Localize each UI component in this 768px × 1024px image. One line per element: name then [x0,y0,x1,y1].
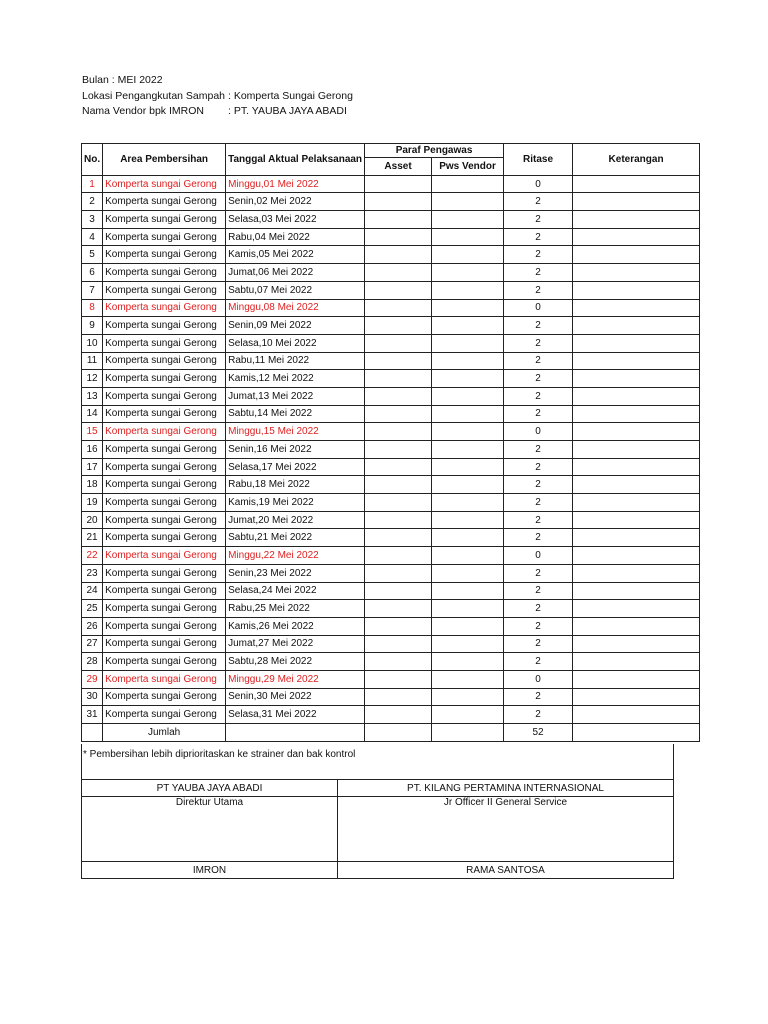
row-ritase: 2 [504,653,573,671]
row-asset-sign [365,511,432,529]
location-label: Lokasi Pengangkutan Sampah [82,89,226,102]
total-no-cell [82,724,103,742]
left-name: IMRON [82,862,338,879]
row-date: Sabtu,21 Mei 2022 [226,529,365,547]
total-date-cell [226,724,365,742]
row-ritase: 2 [504,582,573,600]
row-no: 26 [82,617,103,635]
table-row [82,706,700,724]
row-ritase: 0 [504,547,573,565]
row-keterangan [573,635,700,653]
row-pws-sign [432,511,504,529]
row-date: Selasa,03 Mei 2022 [226,211,365,229]
row-date: Jumat,20 Mei 2022 [226,511,365,529]
row-asset-sign [365,600,432,618]
row-area: Komperta sungai Gerong [103,617,226,635]
row-asset-sign [365,405,432,423]
note-box [81,744,674,779]
row-asset-sign [365,423,432,441]
col-header-date: Tanggal Aktual Pelaksanaan [226,144,365,176]
row-no: 10 [82,334,103,352]
row-asset-sign [365,175,432,193]
vendor-label: Nama Vendor bpk IMRON [82,105,204,117]
row-area: Komperta sungai Gerong [103,441,226,459]
row-pws-sign [432,635,504,653]
row-ritase: 2 [504,511,573,529]
table-row [82,441,700,459]
row-area: Komperta sungai Gerong [103,370,226,388]
row-area: Komperta sungai Gerong [103,299,226,317]
row-no: 8 [82,299,103,317]
row-ritase: 2 [504,476,573,494]
table-row [82,688,700,706]
location-value: : Komperta Sungai Gerong [228,89,353,102]
row-keterangan [573,423,700,441]
row-ritase: 2 [504,264,573,282]
row-area: Komperta sungai Gerong [103,317,226,335]
right-signature-area [338,797,674,862]
row-area: Komperta sungai Gerong [103,670,226,688]
total-row [82,724,700,742]
table-row [82,264,700,282]
row-no: 30 [82,688,103,706]
row-asset-sign [365,317,432,335]
row-pws-sign [432,334,504,352]
row-asset-sign [365,653,432,671]
row-pws-sign [432,529,504,547]
col-header-paraf: Paraf Pengawas [365,144,504,158]
row-no: 24 [82,582,103,600]
row-area: Komperta sungai Gerong [103,635,226,653]
row-pws-sign [432,193,504,211]
row-date: Selasa,17 Mei 2022 [226,458,365,476]
right-name: RAMA SANTOSA [338,862,674,879]
table-row [82,494,700,512]
row-date: Senin,30 Mei 2022 [226,688,365,706]
row-pws-sign [432,653,504,671]
left-signature-area [82,797,338,862]
row-ritase: 2 [504,706,573,724]
row-area: Komperta sungai Gerong [103,352,226,370]
table-row [82,211,700,229]
row-date: Rabu,11 Mei 2022 [226,352,365,370]
row-area: Komperta sungai Gerong [103,423,226,441]
total-pws-cell [432,724,504,742]
row-no: 7 [82,281,103,299]
row-keterangan [573,653,700,671]
row-keterangan [573,246,700,264]
row-pws-sign [432,387,504,405]
row-asset-sign [365,582,432,600]
row-pws-sign [432,476,504,494]
row-keterangan [573,494,700,512]
row-ritase: 2 [504,211,573,229]
row-pws-sign [432,688,504,706]
row-ritase: 2 [504,441,573,459]
total-keterangan-cell [573,724,700,742]
row-date: Selasa,24 Mei 2022 [226,582,365,600]
table-row [82,370,700,388]
row-ritase: 2 [504,246,573,264]
row-date: Minggu,29 Mei 2022 [226,670,365,688]
row-pws-sign [432,547,504,565]
row-date: Selasa,10 Mei 2022 [226,334,365,352]
row-date: Rabu,25 Mei 2022 [226,600,365,618]
document-header [82,73,353,120]
row-date: Kamis,12 Mei 2022 [226,370,365,388]
table-row [82,547,700,565]
row-pws-sign [432,600,504,618]
table-body [82,175,700,723]
row-area: Komperta sungai Gerong [103,564,226,582]
table-row [82,299,700,317]
signature-table [81,779,674,879]
row-asset-sign [365,281,432,299]
col-header-area: Area Pembersihan [103,144,226,176]
row-asset-sign [365,547,432,565]
row-date: Minggu,01 Mei 2022 [226,175,365,193]
row-no: 1 [82,175,103,193]
table-row [82,635,700,653]
row-keterangan [573,670,700,688]
month-label: Bulan : MEI 2022 [82,74,163,86]
right-org: PT. KILANG PERTAMINA INTERNASIONAL [338,780,674,797]
row-no: 27 [82,635,103,653]
row-asset-sign [365,529,432,547]
row-area: Komperta sungai Gerong [103,405,226,423]
cleaning-log-table [81,143,700,742]
row-keterangan [573,228,700,246]
row-pws-sign [432,706,504,724]
table-row [82,476,700,494]
row-keterangan [573,281,700,299]
row-area: Komperta sungai Gerong [103,228,226,246]
row-no: 21 [82,529,103,547]
row-date: Rabu,18 Mei 2022 [226,476,365,494]
row-asset-sign [365,228,432,246]
row-pws-sign [432,246,504,264]
row-keterangan [573,547,700,565]
table-row [82,352,700,370]
row-no: 22 [82,547,103,565]
row-area: Komperta sungai Gerong [103,529,226,547]
row-asset-sign [365,688,432,706]
col-header-no: No. [82,144,103,176]
row-ritase: 2 [504,617,573,635]
row-keterangan [573,175,700,193]
row-asset-sign [365,387,432,405]
table-row [82,529,700,547]
row-date: Jumat,13 Mei 2022 [226,387,365,405]
row-ritase: 2 [504,228,573,246]
row-no: 3 [82,211,103,229]
row-keterangan [573,387,700,405]
row-ritase: 2 [504,387,573,405]
row-pws-sign [432,211,504,229]
row-ritase: 2 [504,458,573,476]
row-no: 2 [82,193,103,211]
row-keterangan [573,317,700,335]
row-pws-sign [432,175,504,193]
row-no: 31 [82,706,103,724]
row-asset-sign [365,670,432,688]
table-row [82,511,700,529]
row-date: Jumat,06 Mei 2022 [226,264,365,282]
row-ritase: 2 [504,370,573,388]
row-asset-sign [365,476,432,494]
left-title: Direktur Utama [175,797,244,808]
row-ritase: 0 [504,423,573,441]
row-pws-sign [432,405,504,423]
row-asset-sign [365,494,432,512]
row-area: Komperta sungai Gerong [103,706,226,724]
row-ritase: 2 [504,317,573,335]
row-keterangan [573,352,700,370]
row-ritase: 0 [504,175,573,193]
row-ritase: 2 [504,635,573,653]
row-asset-sign [365,370,432,388]
row-pws-sign [432,423,504,441]
row-ritase: 2 [504,529,573,547]
row-asset-sign [365,706,432,724]
row-asset-sign [365,264,432,282]
table-row [82,317,700,335]
row-asset-sign [365,334,432,352]
col-header-pws-vendor: Pws Vendor [432,158,504,176]
row-date: Sabtu,28 Mei 2022 [226,653,365,671]
row-asset-sign [365,352,432,370]
row-ritase: 2 [504,352,573,370]
row-ritase: 2 [504,688,573,706]
row-asset-sign [365,441,432,459]
row-area: Komperta sungai Gerong [103,547,226,565]
table-row [82,387,700,405]
left-org: PT YAUBA JAYA ABADI [82,780,338,797]
row-pws-sign [432,564,504,582]
row-ritase: 2 [504,281,573,299]
row-no: 17 [82,458,103,476]
row-area: Komperta sungai Gerong [103,334,226,352]
row-no: 15 [82,423,103,441]
row-keterangan [573,688,700,706]
row-no: 14 [82,405,103,423]
row-no: 18 [82,476,103,494]
row-pws-sign [432,228,504,246]
row-area: Komperta sungai Gerong [103,387,226,405]
row-area: Komperta sungai Gerong [103,211,226,229]
row-date: Sabtu,14 Mei 2022 [226,405,365,423]
row-ritase: 2 [504,405,573,423]
row-date: Senin,23 Mei 2022 [226,564,365,582]
row-pws-sign [432,494,504,512]
row-asset-sign [365,211,432,229]
table-row [82,246,700,264]
row-date: Kamis,26 Mei 2022 [226,617,365,635]
row-keterangan [573,476,700,494]
row-keterangan [573,600,700,618]
row-area: Komperta sungai Gerong [103,246,226,264]
row-ritase: 2 [504,494,573,512]
row-area: Komperta sungai Gerong [103,653,226,671]
col-header-asset: Asset [365,158,432,176]
row-keterangan [573,441,700,459]
row-area: Komperta sungai Gerong [103,281,226,299]
row-no: 16 [82,441,103,459]
row-asset-sign [365,246,432,264]
row-keterangan [573,529,700,547]
row-no: 9 [82,317,103,335]
row-area: Komperta sungai Gerong [103,175,226,193]
row-ritase: 2 [504,334,573,352]
row-area: Komperta sungai Gerong [103,600,226,618]
row-pws-sign [432,441,504,459]
table-row [82,193,700,211]
table-row [82,600,700,618]
row-pws-sign [432,582,504,600]
table-row [82,458,700,476]
row-date: Jumat,27 Mei 2022 [226,635,365,653]
row-keterangan [573,299,700,317]
table-row [82,281,700,299]
table-row [82,423,700,441]
row-keterangan [573,511,700,529]
row-area: Komperta sungai Gerong [103,193,226,211]
row-no: 25 [82,600,103,618]
total-label: Jumlah [103,724,226,742]
row-area: Komperta sungai Gerong [103,476,226,494]
row-ritase: 0 [504,299,573,317]
row-date: Selasa,31 Mei 2022 [226,706,365,724]
row-keterangan [573,334,700,352]
row-no: 13 [82,387,103,405]
row-area: Komperta sungai Gerong [103,494,226,512]
table-row [82,175,700,193]
row-asset-sign [365,458,432,476]
right-title: Jr Officer II General Service [443,797,568,808]
row-asset-sign [365,635,432,653]
row-area: Komperta sungai Gerong [103,458,226,476]
row-date: Minggu,22 Mei 2022 [226,547,365,565]
row-area: Komperta sungai Gerong [103,511,226,529]
row-no: 19 [82,494,103,512]
col-header-ritase: Ritase [504,144,573,176]
row-keterangan [573,582,700,600]
row-date: Kamis,05 Mei 2022 [226,246,365,264]
row-ritase: 0 [504,670,573,688]
row-asset-sign [365,564,432,582]
row-date: Minggu,15 Mei 2022 [226,423,365,441]
row-date: Rabu,04 Mei 2022 [226,228,365,246]
row-keterangan [573,370,700,388]
row-keterangan [573,264,700,282]
table-row [82,334,700,352]
row-date: Senin,02 Mei 2022 [226,193,365,211]
row-date: Senin,09 Mei 2022 [226,317,365,335]
row-pws-sign [432,264,504,282]
row-pws-sign [432,281,504,299]
table-row [82,653,700,671]
table-row [82,617,700,635]
row-area: Komperta sungai Gerong [103,688,226,706]
row-keterangan [573,617,700,635]
row-pws-sign [432,370,504,388]
row-no: 12 [82,370,103,388]
row-ritase: 2 [504,600,573,618]
table-row [82,228,700,246]
row-no: 6 [82,264,103,282]
col-header-keterangan: Keterangan [573,144,700,176]
row-keterangan [573,458,700,476]
row-keterangan [573,211,700,229]
row-date: Kamis,19 Mei 2022 [226,494,365,512]
table-row [82,582,700,600]
row-keterangan [573,193,700,211]
vendor-value: : PT. YAUBA JAYA ABADI [228,105,347,117]
row-no: 11 [82,352,103,370]
note-text: * Pembersihan lebih diprioritaskan ke strainer dan bak kontrol [83,749,356,760]
row-pws-sign [432,670,504,688]
row-pws-sign [432,317,504,335]
table-row [82,405,700,423]
row-no: 23 [82,564,103,582]
row-asset-sign [365,193,432,211]
row-no: 5 [82,246,103,264]
row-pws-sign [432,617,504,635]
row-no: 20 [82,511,103,529]
row-no: 28 [82,653,103,671]
row-ritase: 2 [504,193,573,211]
row-date: Sabtu,07 Mei 2022 [226,281,365,299]
row-date: Minggu,08 Mei 2022 [226,299,365,317]
row-no: 4 [82,228,103,246]
total-asset-cell [365,724,432,742]
row-area: Komperta sungai Gerong [103,582,226,600]
table-row [82,564,700,582]
row-asset-sign [365,299,432,317]
total-ritase-value: 52 [504,724,573,742]
row-ritase: 2 [504,564,573,582]
row-pws-sign [432,458,504,476]
row-no: 29 [82,670,103,688]
row-keterangan [573,405,700,423]
row-area: Komperta sungai Gerong [103,264,226,282]
row-keterangan [573,706,700,724]
row-pws-sign [432,352,504,370]
table-row [82,670,700,688]
row-pws-sign [432,299,504,317]
row-date: Senin,16 Mei 2022 [226,441,365,459]
row-asset-sign [365,617,432,635]
row-keterangan [573,564,700,582]
